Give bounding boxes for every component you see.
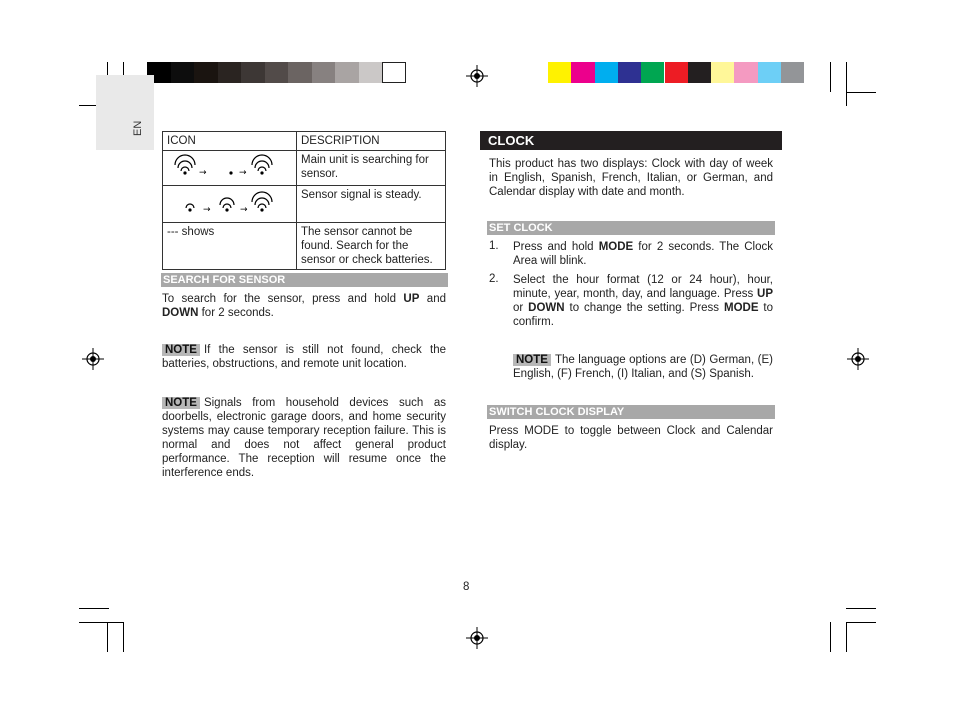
crop-mark — [846, 92, 876, 93]
crop-mark — [107, 622, 108, 652]
note-tag: NOTE — [513, 354, 551, 366]
table-header-description: DESCRIPTION — [297, 132, 446, 151]
note-paragraph: NOTE The language options are (D) German, (E) English, (F) French, (I) Italian, and (S) Spanish. — [513, 354, 773, 380]
search-instructions: To search for the sensor, press and hold UP and DOWN for 2 seconds. — [162, 293, 446, 319]
color-swatch — [171, 62, 195, 83]
section-heading-set-clock: SET CLOCK — [487, 221, 775, 235]
registration-mark-icon — [82, 348, 104, 370]
note-paragraph: NOTE If the sensor is still not found, check the batteries, obstructions, and remote unit location. — [162, 344, 446, 370]
color-swatch — [335, 62, 359, 83]
color-swatch — [571, 62, 594, 83]
color-swatch — [312, 62, 336, 83]
color-swatch — [758, 62, 781, 83]
color-swatch — [265, 62, 289, 83]
svg-text:→: → — [199, 168, 207, 178]
step-number: 2. — [489, 273, 499, 285]
crop-mark — [846, 622, 847, 652]
table-row — [163, 223, 446, 270]
section-heading-search: SEARCH FOR SENSOR — [161, 273, 448, 287]
color-swatch — [595, 62, 618, 83]
clock-intro: This product has two displays: Clock with day of week in English, Spanish, French, Italian, or German, and Calendar display with date and month. — [489, 158, 773, 198]
crop-mark — [830, 622, 831, 652]
language-tab — [96, 75, 154, 150]
color-swatch — [241, 62, 265, 83]
table-cell-description: The sensor cannot be found. Search for the sensor or check batteries. — [297, 223, 446, 270]
table-cell-description: Sensor signal is steady. — [297, 186, 446, 223]
section-heading-switch-display: SWITCH CLOCK DISPLAY — [487, 405, 775, 419]
table-row — [163, 186, 446, 223]
table-header-icon: ICON — [163, 132, 297, 151]
note-paragraph: NOTE Signals from household devices such as doorbells, electronic garage doors, and home security systems may cause temporary reception failure. This is normal and does not affect general product performance. The reception will resume once the interference ends. — [162, 397, 446, 479]
table-cell-icon-text: --- shows — [163, 223, 297, 270]
signal-searching-icon — [163, 151, 297, 186]
registration-mark-icon — [847, 348, 869, 370]
crop-mark — [830, 62, 831, 92]
color-swatch — [618, 62, 641, 83]
signal-steady-icon — [163, 186, 297, 223]
note-tag: NOTE — [162, 397, 200, 409]
registration-mark-icon — [466, 627, 488, 649]
color-swatch — [548, 62, 571, 83]
language-tab-label: EN — [132, 120, 144, 136]
section-heading-clock: CLOCK — [480, 131, 782, 150]
registration-mark-icon — [466, 65, 488, 87]
crop-mark — [79, 622, 123, 623]
step-number: 1. — [489, 240, 499, 252]
color-swatch — [382, 62, 406, 83]
color-swatch — [711, 62, 734, 83]
note-tag: NOTE — [162, 344, 200, 356]
crop-mark — [79, 608, 109, 609]
color-swatch — [288, 62, 312, 83]
svg-text:→: → — [203, 205, 211, 215]
page-number: 8 — [463, 581, 470, 593]
color-swatch — [781, 62, 804, 83]
color-swatch — [194, 62, 218, 83]
table-row — [163, 151, 446, 186]
color-swatch — [641, 62, 664, 83]
table-cell-description: Main unit is searching for sensor. — [297, 151, 446, 186]
svg-text:→: → — [240, 205, 248, 215]
color-swatch — [734, 62, 757, 83]
svg-text:→: → — [239, 168, 247, 178]
switch-instructions: Press MODE to toggle between Clock and Calendar display. — [489, 425, 773, 451]
color-swatch — [218, 62, 242, 83]
crop-mark — [123, 622, 124, 652]
step-2-text: Select the hour format (12 or 24 hour), hour, minute, year, month, day, and language. Press UP or DOWN to change the setting. Press MODE to confirm. — [513, 274, 774, 328]
icon-table — [162, 131, 446, 270]
table-header-row — [163, 132, 446, 151]
step-1-text: Press and hold MODE for 2 seconds. The Clock Area will blink. — [513, 241, 773, 267]
crop-mark — [846, 62, 847, 106]
crop-mark — [846, 608, 876, 609]
color-swatch — [359, 62, 383, 83]
crop-mark — [846, 622, 876, 623]
color-swatch — [665, 62, 688, 83]
color-swatch — [688, 62, 711, 83]
